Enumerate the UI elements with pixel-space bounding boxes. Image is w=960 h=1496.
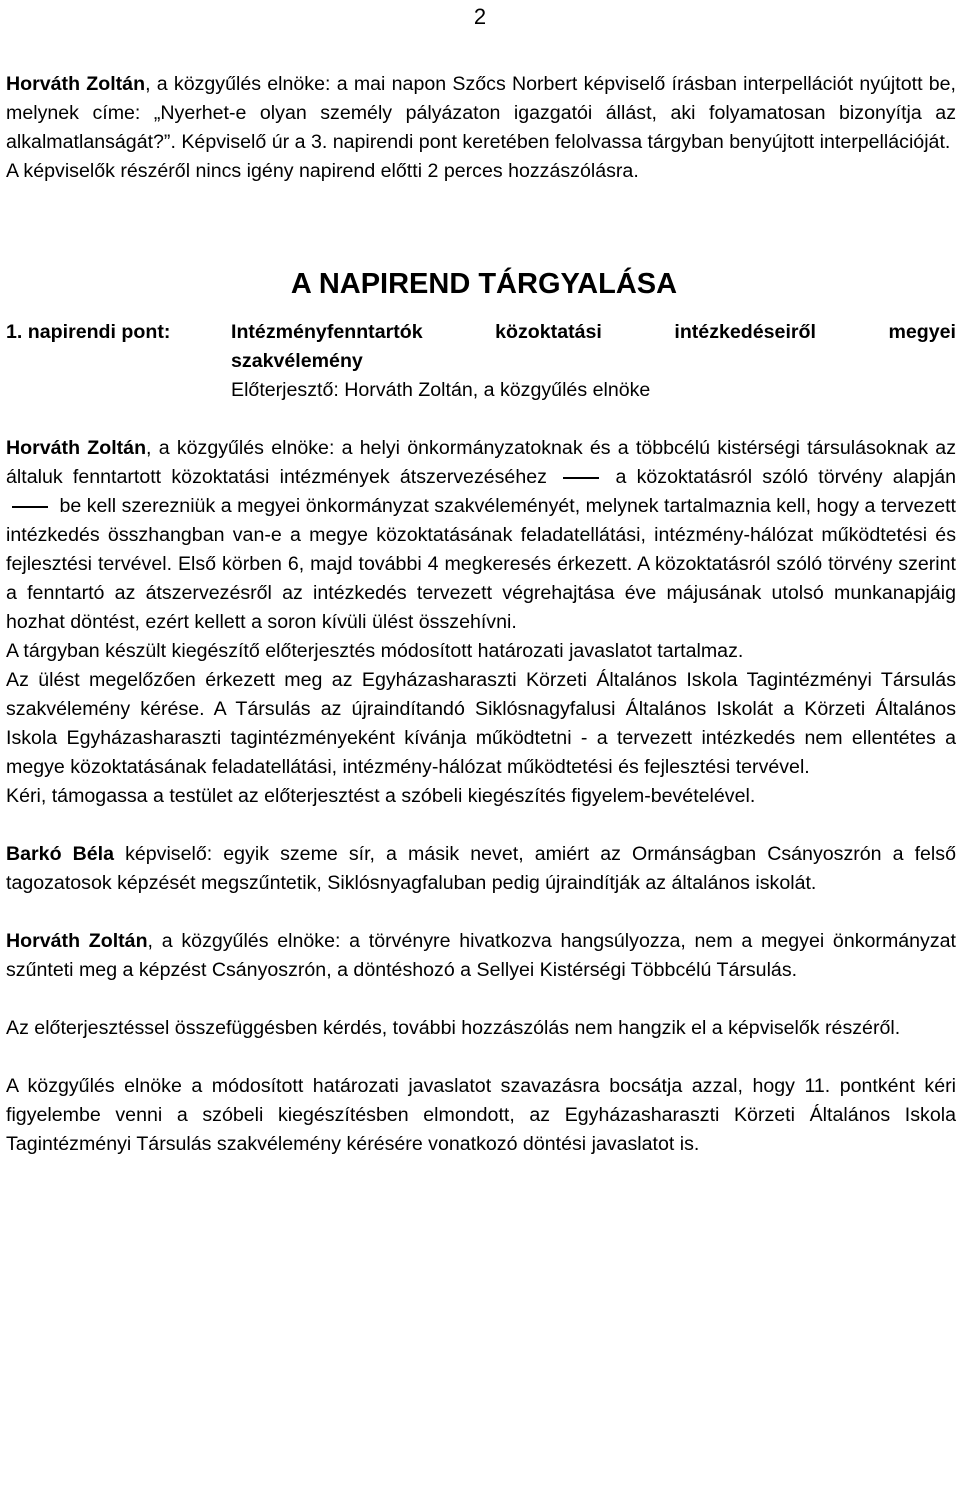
representative-statement [6,840,956,898]
agenda-title-continued: szakvélemény [231,350,363,372]
speaker-name: Horváth Zoltán [6,437,147,459]
dash [563,477,599,479]
agenda-presenter: Előterjesztő: Horváth Zoltán, a közgyűlés elnöke [231,379,651,401]
document-body [6,70,956,1159]
chair-reply [6,927,956,985]
paragraph-text: , a közgyűlés elnöke: a helyi önkormányzatoknak és a többcélú kistérségi társulásoknak az általuk fenntartott közoktatási intézmények átszervezéséhez [6,437,956,488]
agenda-title: Intézményfenntartók közoktatási intézkedéseiről megyei [231,321,956,343]
speaker-name: Barkó Béla [6,843,114,865]
no-comments-paragraph: A képviselők részéről nincs igény napirend előtti 2 perces hozzászólásra. [6,160,639,182]
page-number: 2 [473,4,487,29]
paragraph-text: be kell szerezniük a megyei önkormányzat szakvéleményét, melynek tartalmaznia kell, hogy a tervezett intézkedés összhangban van-e a megye közoktatásának feladatellátási, intézmény-hálózat működtetési és fejlesztési tervével. Első körben 6, majd további 4 megkeresés érkezett. A közoktatásról szóló törvény szerint a fenntartó az átszervezésről az intézkedés tervezett végrehajtása éve májusának utolsó munkanapjáig hozhat döntést, ezért kellett a soron kívüli ülést összehívni. [6,495,956,633]
paragraph-text: , a közgyűlés elnöke: a mai napon Szőcs Norbert képviselő írásban interpellációt nyújtott be, melynek címe: „Nyerhet-e olyan személy pályázaton igazgatói állást, aki folyamatosan bizonyítja az alkalmatlanságát?”. Képviselő úr a 3. napirendi pont keretében felolvassa tárgyban benyújtott interpellációját. [6,73,957,153]
section-heading: A NAPIREND TÁRGYALÁSA [290,268,678,300]
paragraph-text: képviselő: egyik szeme sír, a másik nevet, amiért az Ormánságban Csányoszrón a felső tagozatosok képzését megszűntetik, Siklósnyagfaluban pedig újraindítják az általános iskolát. [6,843,956,894]
paragraph-text: a közoktatásról szóló törvény alapján [615,466,956,488]
chair-statement [6,434,956,637]
support-paragraph: Kéri, támogassa a testület az előterjesztést a szóbeli kiegészítés figyelem-bevételével. [6,785,756,807]
no-questions-paragraph: Az előterjesztéssel összefüggésben kérdés, további hozzászólás nem hangzik el a képviselők részéről. [6,1017,901,1039]
paragraph-text: , a közgyűlés elnöke: a törvényre hivatkozva hangsúlyozza, nem a megyei önkormányzat szűnteti meg a képzést Csányoszrón, a döntéshozó a Sellyei Kistérségi Többcélú Társulás. [6,930,956,981]
intro-paragraph [6,70,956,157]
request-paragraph: Az ülést megelőzően érkezett meg az Egyházasharaszti Körzeti Általános Iskola Tagintézményi Társulás szakvélemény kérése. A Társulás az újraindítandó Siklósnagyfalusi Általános Iskolát a Körzeti Általános Iskola Egyházasharaszti tagintézményeként kívánja működtetni - a tervezett intézkedés nem ellentétes a megye közoktatásának feladatellátási, intézmény-hálózat működtetési és fejlesztési tervével. [6,669,956,778]
dash [12,506,48,508]
agenda-label: 1. napirendi pont: [6,321,171,343]
vote-paragraph: A közgyűlés elnöke a módosított határozati javaslatot szavazásra bocsátja azzal, hogy 11. pontként kéri figyelembe venni a szóbeli kiegészítésben elmondott, az Egyházasharaszti Körzeti Általános Iskola Tagintézményi Társulás szakvélemény kérésére vonatkozó döntési javaslatot is. [6,1075,956,1155]
agenda-item [6,318,956,405]
speaker-name: Horváth Zoltán [6,73,146,95]
supplement-paragraph: A tárgyban készült kiegészítő előterjesztés módosított határozati javaslatot tartalmaz. [6,640,744,662]
speaker-name: Horváth Zoltán [6,930,148,952]
